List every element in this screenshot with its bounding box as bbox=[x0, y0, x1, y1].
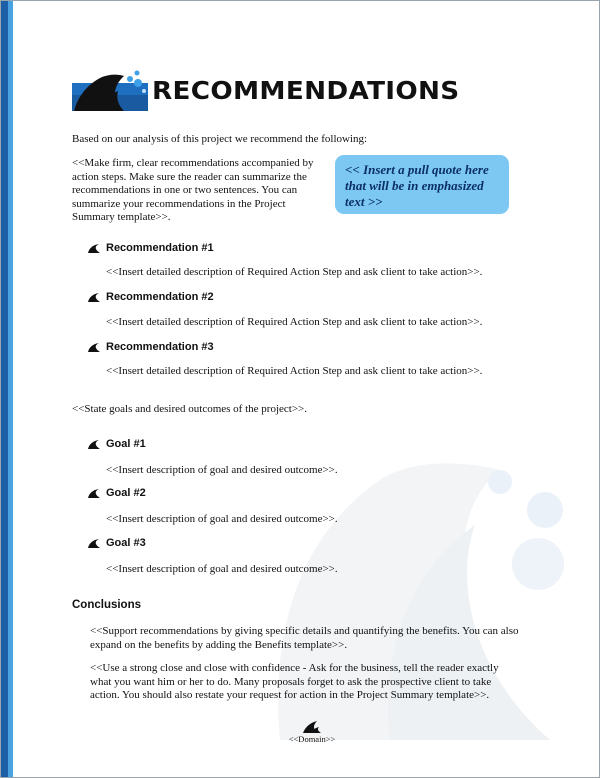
recommendation-heading bbox=[88, 242, 214, 254]
goal-title: Goal #3 bbox=[106, 537, 146, 549]
goal-title: Goal #1 bbox=[106, 438, 146, 450]
recommendation-title: Recommendation #1 bbox=[106, 242, 214, 254]
make-firm-text: <<Make firm, clear recommendations accompanied by action steps. Make sure the reader can summarize the recommendations in one or two sentences. You can summarize your recommendations in the Project Summary template>>. bbox=[72, 157, 314, 223]
recommendation-description: <<Insert detailed description of Required Action Step and ask client to take action>>. bbox=[106, 266, 483, 278]
shark-fin-footer-icon bbox=[302, 720, 322, 733]
goal-heading bbox=[88, 438, 146, 450]
fin-bullet-icon bbox=[88, 343, 100, 352]
recommendation-description: <<Insert detailed description of Required Action Step and ask client to take action>>. bbox=[106, 316, 483, 328]
conclusions-paragraph: <<Use a strong close and close with confidence - Ask for the business, tell the reader exactly what you want him or her to do. Many proposals forget to ask the prospective client to take action. You should also restate your request for action in the Project Summary template>>. bbox=[90, 662, 499, 701]
goal-description: <<Insert description of goal and desired outcome>>. bbox=[106, 513, 338, 525]
goal-heading bbox=[88, 537, 146, 549]
left-accent-bar-light bbox=[8, 1, 13, 777]
fin-bullet-icon bbox=[88, 244, 100, 253]
recommendation-title: Recommendation #3 bbox=[106, 341, 214, 353]
pull-quote: << Insert a pull quote here that will be in emphasized text >> bbox=[335, 155, 509, 214]
goal-heading bbox=[88, 487, 146, 499]
intro-text: Based on our analysis of this project we recommend the following: bbox=[72, 133, 368, 145]
footer-domain-text: <<Domain>> bbox=[288, 734, 336, 744]
fin-bullet-icon bbox=[88, 539, 100, 548]
goal-title: Goal #2 bbox=[106, 487, 146, 499]
fin-bullet-icon bbox=[88, 440, 100, 449]
recommendation-description: <<Insert detailed description of Required Action Step and ask client to take action>>. bbox=[106, 365, 483, 377]
header bbox=[72, 68, 460, 112]
goal-description: <<Insert description of goal and desired outcome>>. bbox=[106, 563, 338, 575]
fin-bullet-icon bbox=[88, 293, 100, 302]
recommendation-heading bbox=[88, 341, 214, 353]
fin-bullet-icon bbox=[88, 489, 100, 498]
page-title: RECOMMENDATIONS bbox=[152, 75, 460, 105]
recommendation-heading bbox=[88, 291, 214, 303]
goal-description: <<Insert description of goal and desired outcome>>. bbox=[106, 464, 338, 476]
goals-intro-text: <<State goals and desired outcomes of the project>>. bbox=[72, 403, 307, 415]
footer bbox=[282, 720, 342, 744]
shark-fin-logo-icon bbox=[72, 69, 148, 111]
recommendation-title: Recommendation #2 bbox=[106, 291, 214, 303]
conclusions-heading: Conclusions bbox=[72, 599, 142, 611]
conclusions-paragraph: <<Support recommendations by giving specific details and quantifying the benefits. You can also expand on the benefits by adding the Benefits template>>. bbox=[90, 625, 519, 651]
left-accent-bar-dark bbox=[1, 1, 8, 777]
